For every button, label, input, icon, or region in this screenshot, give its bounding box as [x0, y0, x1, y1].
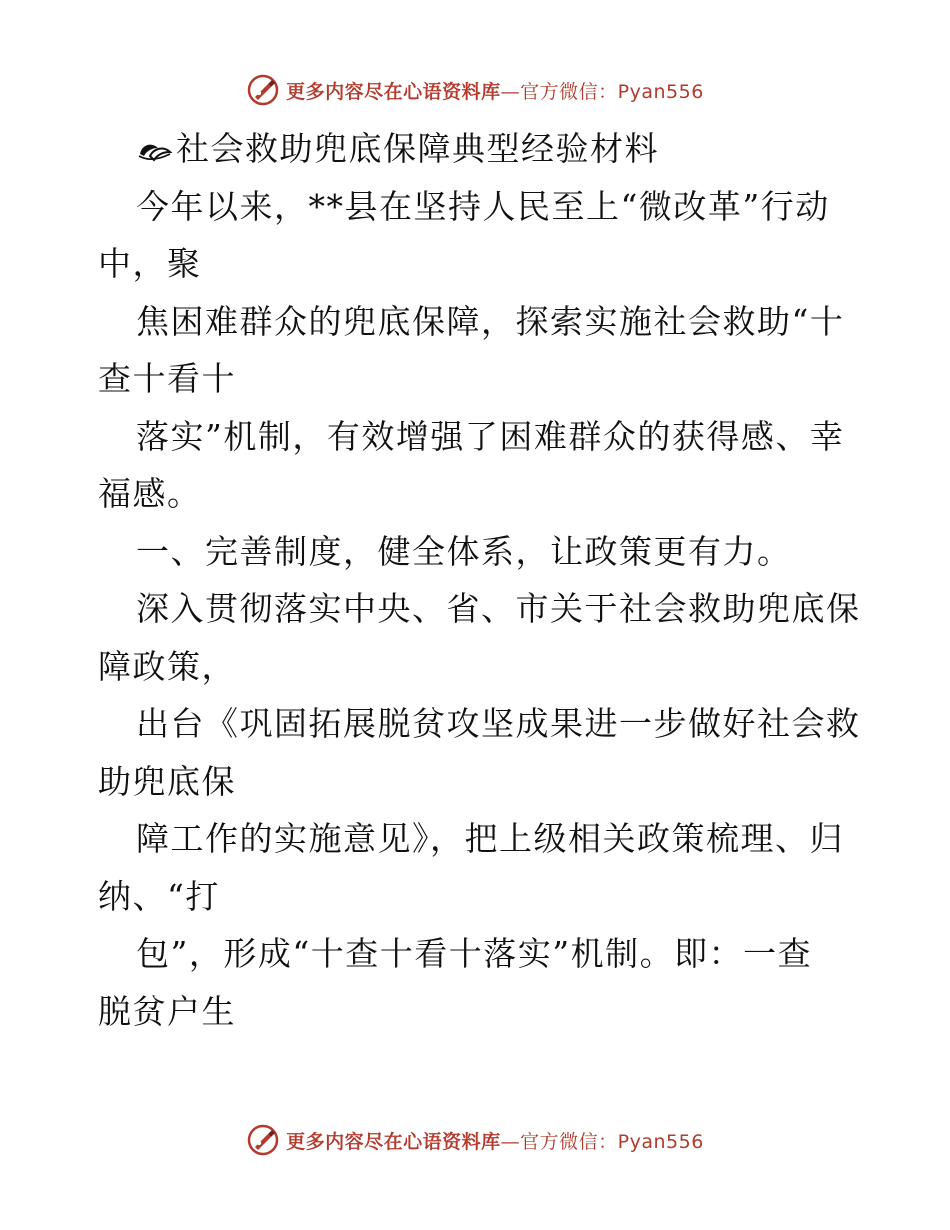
- document-line: 出台《巩固拓展脱贫攻坚成果进一步做好社会救: [136, 704, 861, 743]
- document-line: 中，聚: [98, 244, 202, 283]
- document-line: 纳、“打: [98, 876, 220, 916]
- document-paragraphs: [98, 178, 861, 1041]
- watermark-separator: —: [500, 80, 521, 103]
- document-line: 一、完善制度，健全体系，让政策更有力。: [136, 531, 792, 571]
- document-line: 焦困难群众的兜底保障，探索实施社会救助“十: [136, 301, 845, 341]
- document-line: 落实”机制，有效增强了困难群众的获得感、幸: [136, 416, 845, 456]
- document-title-row: [98, 120, 858, 178]
- footer-watermark: [0, 1120, 950, 1160]
- watermark-text: 更多内容尽在心语资料库: [286, 80, 501, 103]
- document-line: 深入贯彻落实中央、省、市关于社会救助兜底保: [136, 589, 861, 628]
- document-line: 福感。: [98, 474, 202, 513]
- leaf-bullet-icon: [136, 134, 174, 164]
- watermark-separator: —: [500, 1130, 521, 1153]
- document-line: 脱贫户生: [98, 991, 236, 1031]
- header-watermark: [0, 70, 950, 110]
- document-line: 障工作的实施意见》，把上级相关政策梳理、归: [136, 819, 844, 858]
- pen-circle-logo-icon: [246, 73, 280, 107]
- document-line: 今年以来，**县在坚持人民至上“微改革”行动: [136, 186, 830, 226]
- pen-circle-logo-icon: [246, 1123, 280, 1157]
- document-line: 障政策，: [98, 646, 236, 686]
- watermark-wechat: 官方微信：Pyan556: [520, 1130, 704, 1153]
- document-line: 助兜底保: [98, 761, 236, 801]
- document-line: 查十看十: [98, 359, 236, 398]
- watermark-text: 更多内容尽在心语资料库: [286, 1130, 501, 1153]
- document-body: [98, 120, 861, 1040]
- document-title: 社会救助兜底保障典型经验材料: [176, 129, 659, 168]
- watermark-wechat: 官方微信：Pyan556: [520, 80, 704, 103]
- document-line: 包”，形成“十查十看十落实”机制。即：一查: [136, 934, 813, 973]
